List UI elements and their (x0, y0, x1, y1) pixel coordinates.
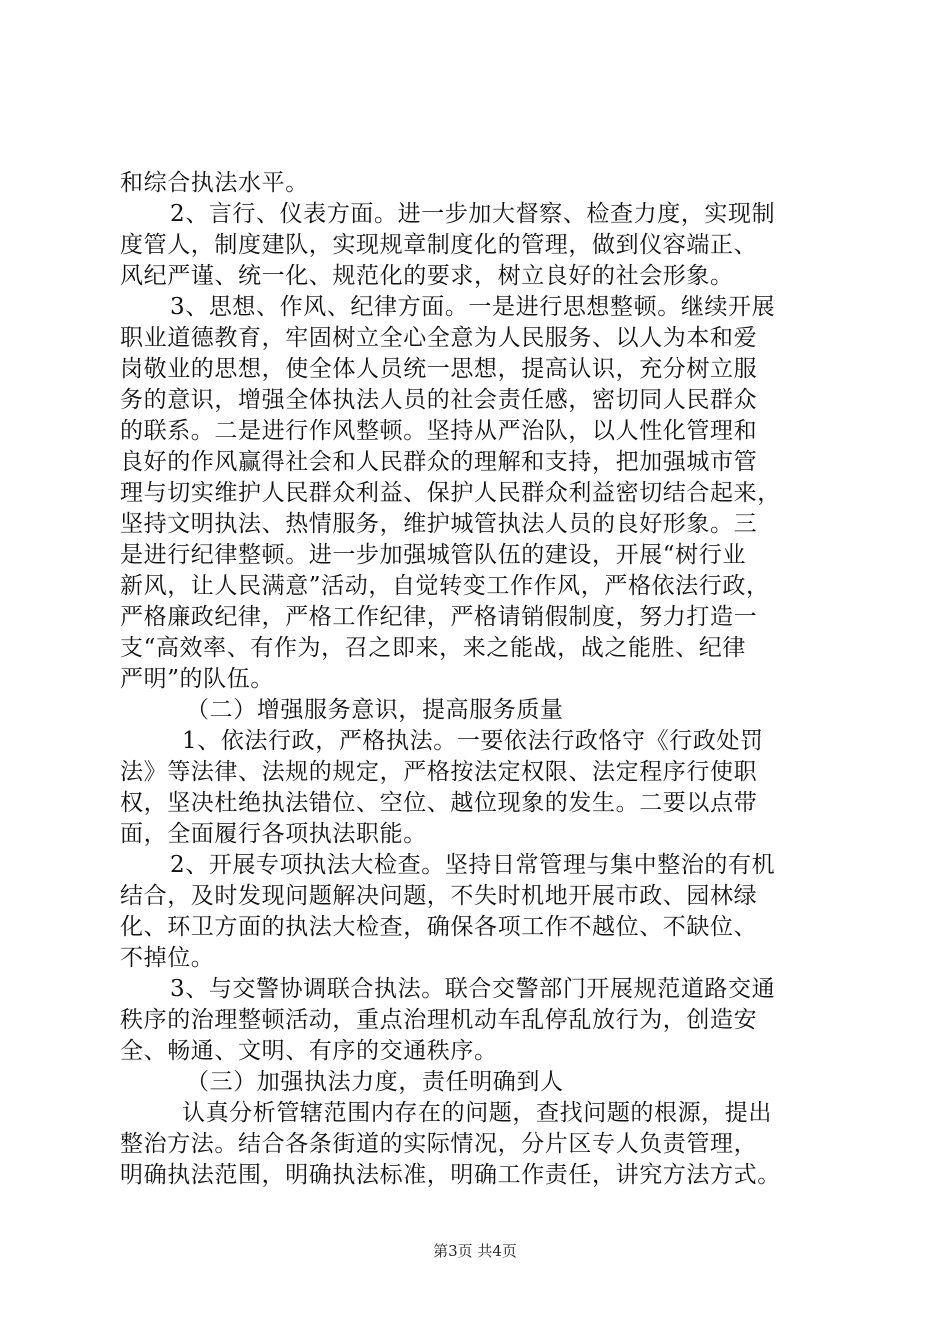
section-heading: （二）增强服务意识，提高服务质量 (186, 697, 564, 723)
text-line: 支“高效率、有作为，召之即来，来之能战，战之能胜、纪律 (120, 635, 746, 661)
text-line: 全、畅通、文明、有序的交通秩序。 (120, 1038, 498, 1064)
text-line: 严格廉政纪律，严格工作纪律，严格请销假制度，努力打造一 (120, 604, 758, 630)
text-line: 新风，让人民满意”活动，自觉转变工作作风，严格依法行政， (120, 573, 770, 599)
text-line: 认真分析管辖范围内存在的问题，查找问题的根源，提出 (182, 1100, 772, 1126)
text-line: 权，坚决杜绝执法错位、空位、越位现象的发生。二要以点带 (120, 790, 758, 816)
text-line: 坚持文明执法、热情服务，维护城管执法人员的良好形象。三 (120, 511, 758, 537)
document-body (120, 168, 832, 1191)
text-line: 的联系。二是进行作风整顿。坚持从严治队，以人性化管理和 (120, 418, 758, 444)
page-number-footer: 第3页 共4页 (433, 1242, 517, 1260)
text-line: 2、开展专项执法大检查。坚持日常管理与集中整治的有机 (170, 852, 776, 878)
text-line: 度管人，制度建队，实现规章制度化的管理，做到仪容端正、 (120, 232, 758, 258)
text-line: 整治方法。结合各条街道的实际情况，分片区专人负责管理， (120, 1131, 758, 1157)
text-line: 面，全面履行各项执法职能。 (120, 821, 427, 847)
text-line: 理与切实维护人民群众利益、保护人民群众利益密切结合起来， (120, 480, 781, 506)
text-line: 3、思想、作风、纪律方面。一是进行思想整顿。继续开展 (170, 294, 776, 320)
text-line: 明确执法范围，明确执法标准，明确工作责任，讲究方法方式。 (120, 1162, 781, 1188)
text-line: 3、与交警协调联合执法。联合交警部门开展规范道路交通 (170, 976, 776, 1002)
text-line: 岗敬业的思想，使全体人员统一思想，提高认识，充分树立服 (120, 356, 758, 382)
text-line: 秩序的治理整顿活动，重点治理机动车乱停乱放行为，创造安 (120, 1007, 758, 1033)
text-line: 是进行纪律整顿。进一步加强城管队伍的建设，开展“树行业 (120, 542, 746, 568)
text-line: 良好的作风赢得社会和人民群众的理解和支持，把加强城市管 (120, 449, 758, 475)
text-line: 法》等法律、法规的规定，严格按法定权限、法定程序行使职 (120, 759, 758, 785)
text-line: 1、依法行政，严格执法。一要依法行政恪守《行政处罚 (182, 728, 764, 754)
section-heading: （三）加强执法力度，责任明确到人 (186, 1069, 564, 1095)
text-line: 和综合执法水平。 (120, 170, 309, 196)
text-line: 严明”的队伍。 (120, 666, 274, 692)
text-line: 不掉位。 (120, 945, 215, 971)
text-line: 2、言行、仪表方面。进一步加大督察、检查力度，实现制 (170, 201, 776, 227)
text-line: 结合，及时发现问题解决问题，不失时机地开展市政、园林绿 (120, 883, 758, 909)
text-line: 务的意识，增强全体执法人员的社会责任感，密切同人民群众 (120, 387, 758, 413)
text-line: 化、环卫方面的执法大检查，确保各项工作不越位、不缺位、 (120, 914, 758, 940)
text-line: 职业道德教育，牢固树立全心全意为人民服务、以人为本和爱 (120, 325, 758, 351)
text-line: 风纪严谨、统一化、规范化的要求，树立良好的社会形象。 (120, 263, 734, 289)
